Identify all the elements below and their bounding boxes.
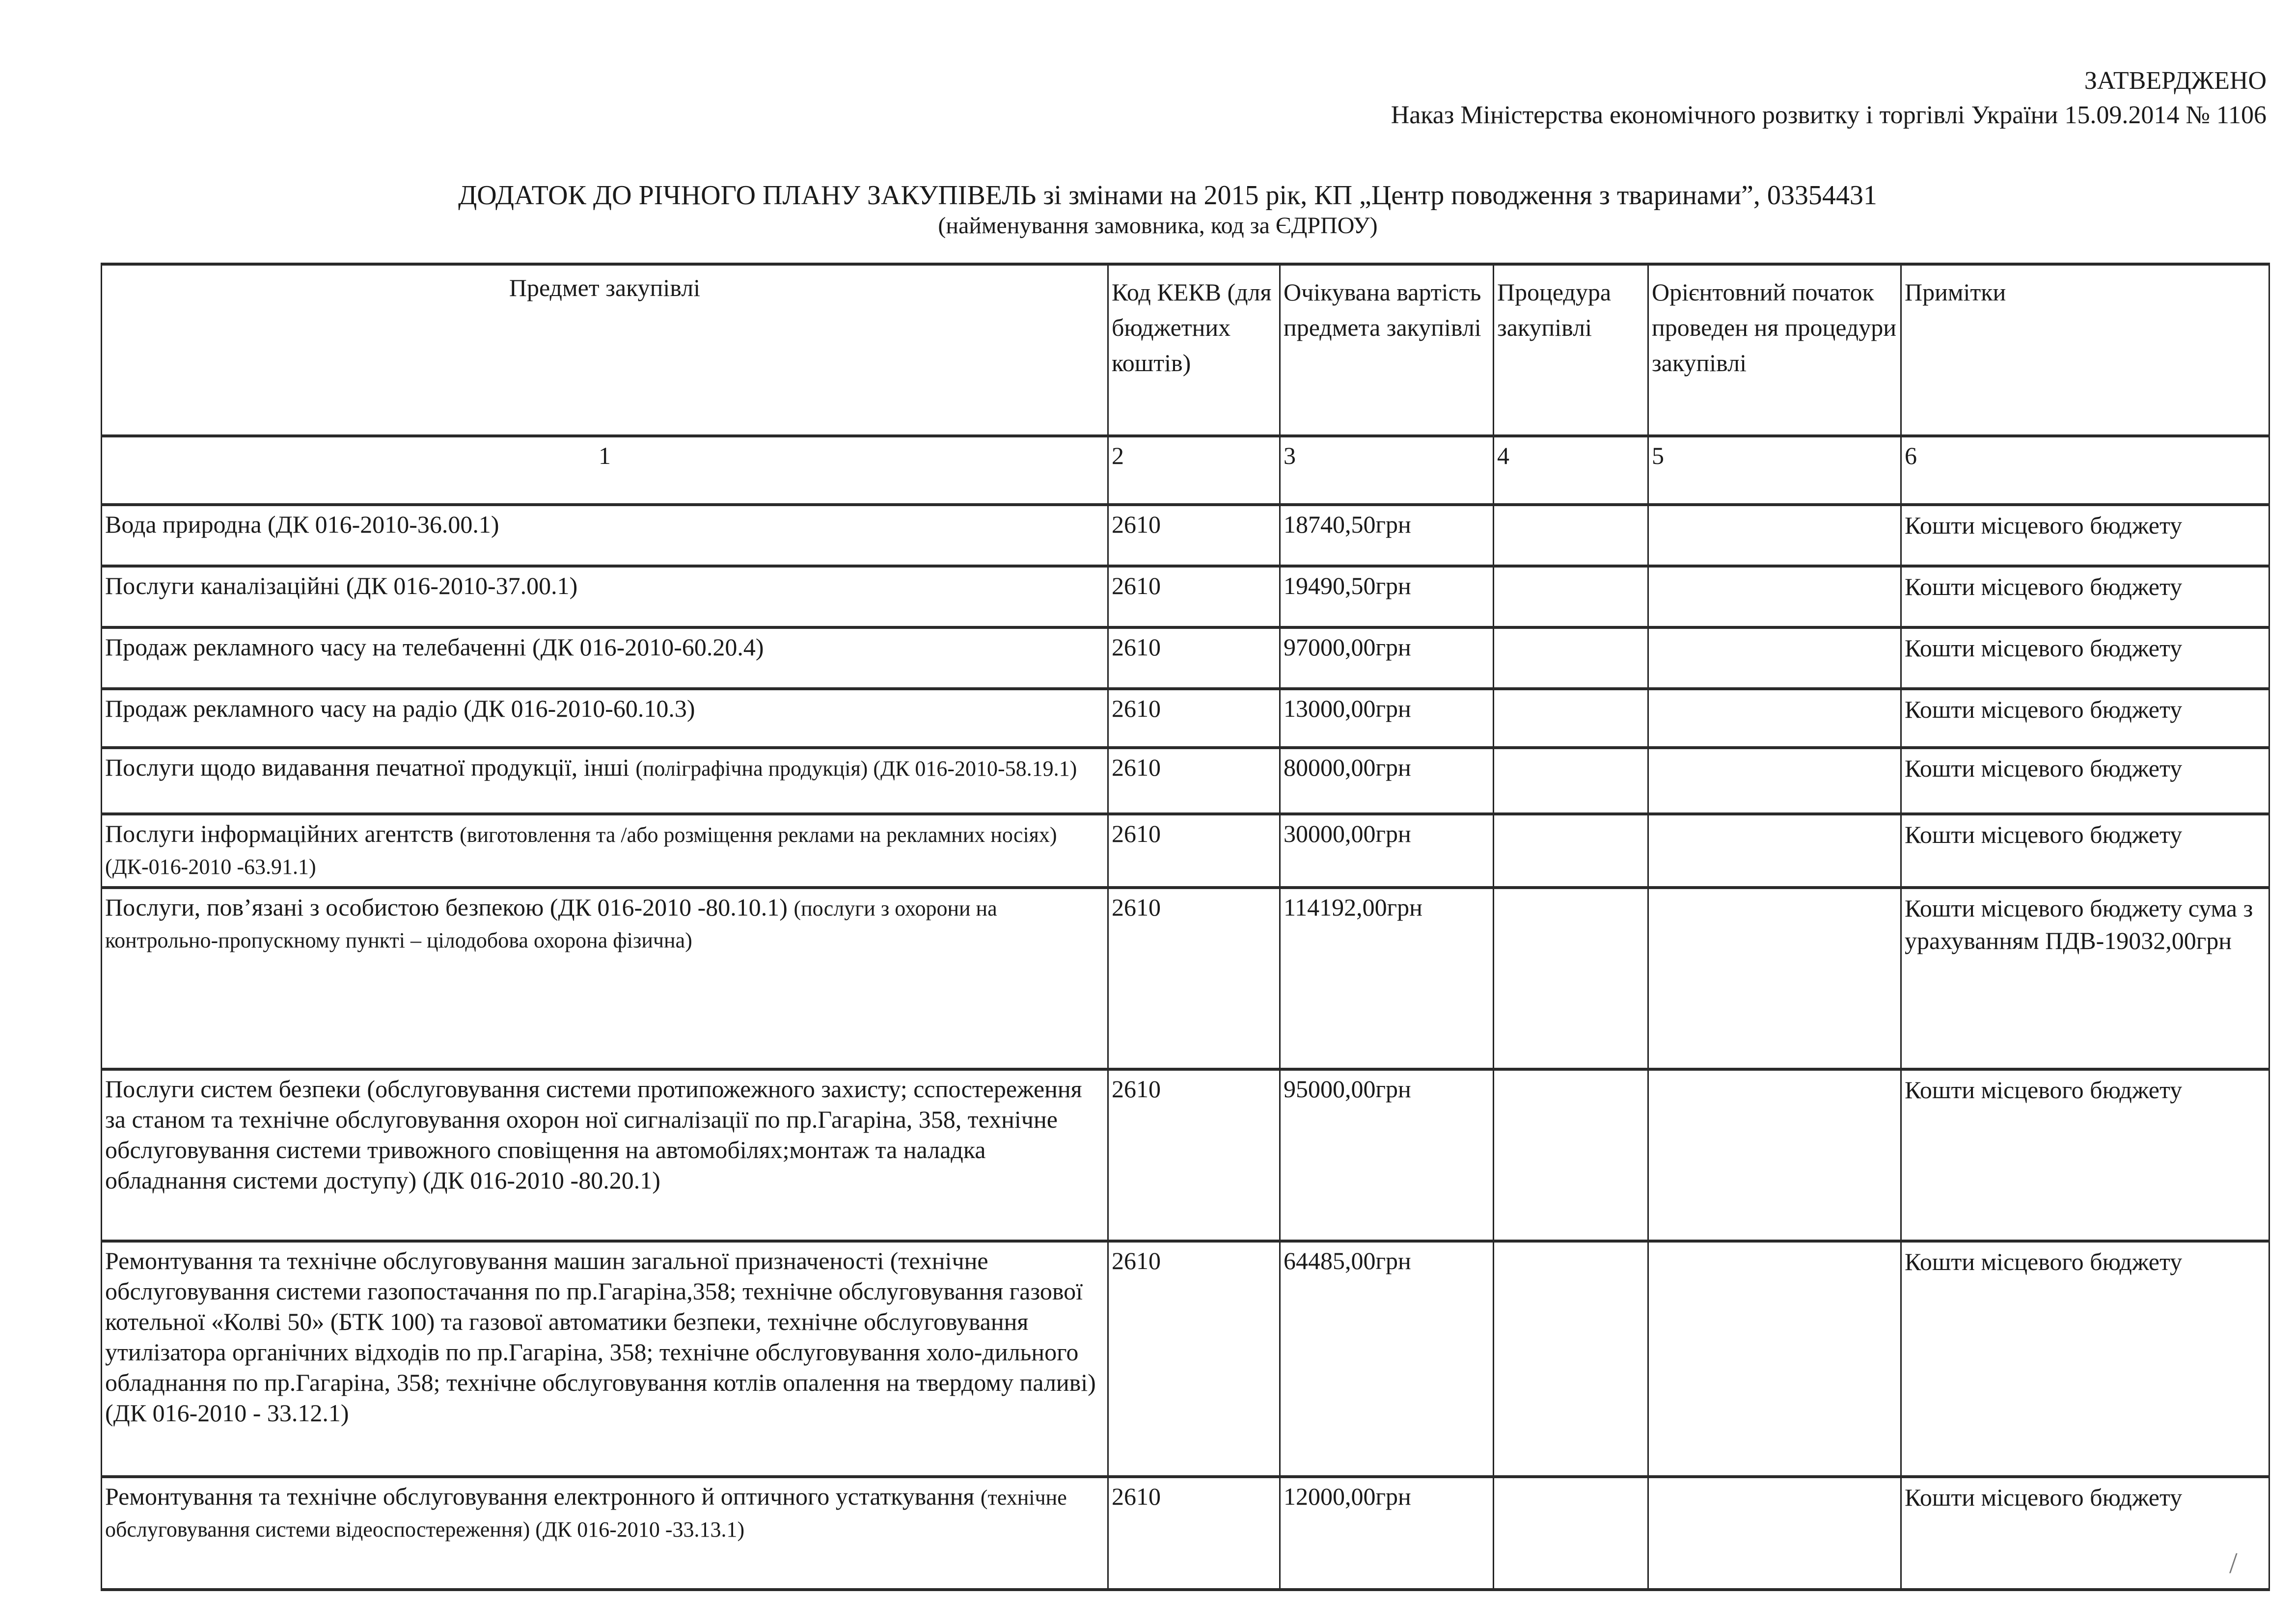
procedure-cell bbox=[1494, 748, 1648, 814]
subject-cell bbox=[102, 814, 1108, 888]
kekv-cell: 2610 bbox=[1108, 1069, 1280, 1241]
start-cell bbox=[1648, 689, 1901, 748]
handwritten-mark: / bbox=[2229, 1547, 2238, 1579]
column-number: 6 bbox=[1901, 436, 2269, 505]
column-number-row bbox=[102, 436, 2269, 505]
cost-cell: 64485,00грн bbox=[1280, 1241, 1494, 1477]
subject-text: Продаж рекламного часу на телебаченні (ДК 016-2010-60.20.4) bbox=[105, 633, 764, 661]
table-header-row bbox=[102, 264, 2269, 436]
kekv-cell: 2610 bbox=[1108, 627, 1280, 689]
start-cell bbox=[1648, 1241, 1901, 1477]
approved-label: ЗАТВЕРДЖЕНО bbox=[2084, 67, 2267, 95]
procedure-cell bbox=[1494, 627, 1648, 689]
document-title: ДОДАТОК ДО РІЧНОГО ПЛАНУ ЗАКУПІВЕЛЬ зі змінами на 2015 рік, КП „Центр поводження з тваринами”, 03354431 bbox=[458, 180, 1877, 211]
subject-text: Вода природна (ДК 016-2010-36.00.1) bbox=[105, 511, 499, 538]
cost-cell: 97000,00грн bbox=[1280, 627, 1494, 689]
table-row bbox=[102, 888, 2269, 1069]
note-cell: Кошти місцевого бюджету bbox=[1901, 1069, 2269, 1241]
subject-cell bbox=[102, 627, 1108, 689]
cost-cell: 114192,00грн bbox=[1280, 888, 1494, 1069]
column-number: 3 bbox=[1280, 436, 1494, 505]
title-block bbox=[0, 179, 2296, 240]
cost-cell: 18740,50грн bbox=[1280, 505, 1494, 566]
note-cell: Кошти місцевого бюджету bbox=[1901, 627, 2269, 689]
subject-cell bbox=[102, 1477, 1108, 1590]
kekv-cell: 2610 bbox=[1108, 505, 1280, 566]
procedure-cell bbox=[1494, 1241, 1648, 1477]
column-header-notes: Примітки bbox=[1901, 264, 2269, 436]
start-cell bbox=[1648, 505, 1901, 566]
subject-text: Ремонтування та технічне обслуговування машин загальної призначеності (технічне обслуговування системи газопостачання по пр.Гагаріна,358; технічне обслуговування газової котельної «Колві 50» (БТК 100) та газової автоматики безпеки, технічне обслуговування утилізатора органічних відходів по пр.Гагаріна, 358; технічне обслуговування холо-дильного обладнання по пр.Гагаріна, 358; технічне обслуговування котлів опалення на твердому паливі) (ДК 016-2010 - 33.12.1) bbox=[105, 1247, 1096, 1427]
kekv-cell: 2610 bbox=[1108, 748, 1280, 814]
approval-block bbox=[1391, 64, 2267, 133]
cost-cell: 80000,00грн bbox=[1280, 748, 1494, 814]
note-cell: Кошти місцевого бюджету bbox=[1901, 748, 2269, 814]
kekv-cell: 2610 bbox=[1108, 888, 1280, 1069]
procedure-cell bbox=[1494, 1477, 1648, 1590]
subject-note: (виготовлення та /або розміщення реклами на рекламних носіях) (ДК-016-2010 -63.91.1) bbox=[105, 823, 1057, 879]
start-cell bbox=[1648, 627, 1901, 689]
table-row bbox=[102, 1241, 2269, 1477]
note-cell: Кошти місцевого бюджету bbox=[1901, 1477, 2269, 1590]
table-row bbox=[102, 566, 2269, 627]
start-cell bbox=[1648, 748, 1901, 814]
cost-cell: 12000,00грн bbox=[1280, 1477, 1494, 1590]
column-header-procedure: Процедура закупівлі bbox=[1494, 264, 1648, 436]
kekv-cell: 2610 bbox=[1108, 1241, 1280, 1477]
table-row bbox=[102, 814, 2269, 888]
procedure-cell bbox=[1494, 888, 1648, 1069]
table-row bbox=[102, 1477, 2269, 1590]
document-subtitle: (найменування замовника, код за ЄДРПОУ) bbox=[938, 213, 1378, 239]
procedure-cell bbox=[1494, 1069, 1648, 1241]
note-cell: Кошти місцевого бюджету bbox=[1901, 505, 2269, 566]
subject-text: Послуги щодо видавання печатної продукції, інші bbox=[105, 754, 629, 781]
kekv-cell: 2610 bbox=[1108, 689, 1280, 748]
subject-note: (технічне обслуговування системи відеоспостереження) (ДК 016-2010 -33.13.1) bbox=[105, 1486, 1067, 1542]
note-cell: Кошти місцевого бюджету bbox=[1901, 1241, 2269, 1477]
subject-cell bbox=[102, 689, 1108, 748]
subject-cell bbox=[102, 888, 1108, 1069]
subject-cell bbox=[102, 1069, 1108, 1241]
column-header-kekv: Код КЕКВ (для бюджетних коштів) bbox=[1108, 264, 1280, 436]
subject-note: (послуги з охорони на контрольно-пропускному пункті – цілодобова охорона фізична) bbox=[105, 896, 997, 952]
table-row bbox=[102, 1069, 2269, 1241]
note-cell: Кошти місцевого бюджету сума з урахуванням ПДВ-19032,00грн bbox=[1901, 888, 2269, 1069]
table-row bbox=[102, 689, 2269, 748]
note-cell: Кошти місцевого бюджету bbox=[1901, 814, 2269, 888]
note-cell: Кошти місцевого бюджету bbox=[1901, 689, 2269, 748]
kekv-cell: 2610 bbox=[1108, 814, 1280, 888]
subject-text: Ремонтування та технічне обслуговування електронного й оптичного устаткування bbox=[105, 1483, 975, 1510]
start-cell bbox=[1648, 888, 1901, 1069]
subject-cell bbox=[102, 748, 1108, 814]
subject-text: Послуги інформаційних агентств bbox=[105, 820, 454, 847]
cost-cell: 13000,00грн bbox=[1280, 689, 1494, 748]
table-row bbox=[102, 627, 2269, 689]
subject-cell bbox=[102, 1241, 1108, 1477]
start-cell bbox=[1648, 1477, 1901, 1590]
subject-cell bbox=[102, 505, 1108, 566]
table-row bbox=[102, 505, 2269, 566]
subject-note: (поліграфічна продукція) (ДК 016-2010-58.19.1) bbox=[635, 757, 1077, 781]
column-number: 2 bbox=[1108, 436, 1280, 505]
column-header-start: Орієнтовний початок проведен ня процедури закупівлі bbox=[1648, 264, 1901, 436]
column-header-subject: Предмет закупівлі bbox=[102, 264, 1108, 436]
column-number: 5 bbox=[1648, 436, 1901, 505]
approved-order: Наказ Міністерства економічного розвитку і торгівлі України 15.09.2014 № 1106 bbox=[1391, 101, 2267, 129]
procurement-plan-table bbox=[101, 263, 2270, 1591]
subject-cell bbox=[102, 566, 1108, 627]
column-number: 4 bbox=[1494, 436, 1648, 505]
procedure-cell bbox=[1494, 505, 1648, 566]
start-cell bbox=[1648, 814, 1901, 888]
note-cell: Кошти місцевого бюджету bbox=[1901, 566, 2269, 627]
kekv-cell: 2610 bbox=[1108, 1477, 1280, 1590]
procedure-cell bbox=[1494, 689, 1648, 748]
procedure-cell bbox=[1494, 814, 1648, 888]
subject-text: Послуги, пов’язані з особистою безпекою (ДК 016-2010 -80.10.1) bbox=[105, 893, 788, 921]
cost-cell: 19490,50грн bbox=[1280, 566, 1494, 627]
kekv-cell: 2610 bbox=[1108, 566, 1280, 627]
subject-text: Продаж рекламного часу на радіо (ДК 016-2010-60.10.3) bbox=[105, 695, 695, 722]
subject-text: Послуги систем безпеки (обслуговування системи протипожежного захисту; сспостереження за станом та технічне обслуговування охорон ної сигналізації по пр.Гагаріна, 358, технічне обслуговування системи тривожного сповіщення на автомобілях;монтаж та наладка обладнання системи доступу) (ДК 016-2010 -80.20.1) bbox=[105, 1075, 1082, 1194]
column-number: 1 bbox=[102, 436, 1108, 505]
column-header-cost: Очікувана вартість предмета закупівлі bbox=[1280, 264, 1494, 436]
start-cell bbox=[1648, 1069, 1901, 1241]
cost-cell: 30000,00грн bbox=[1280, 814, 1494, 888]
start-cell bbox=[1648, 566, 1901, 627]
cost-cell: 95000,00грн bbox=[1280, 1069, 1494, 1241]
table-row bbox=[102, 748, 2269, 814]
subject-text: Послуги каналізаційні (ДК 016-2010-37.00.1) bbox=[105, 572, 578, 599]
procedure-cell bbox=[1494, 566, 1648, 627]
